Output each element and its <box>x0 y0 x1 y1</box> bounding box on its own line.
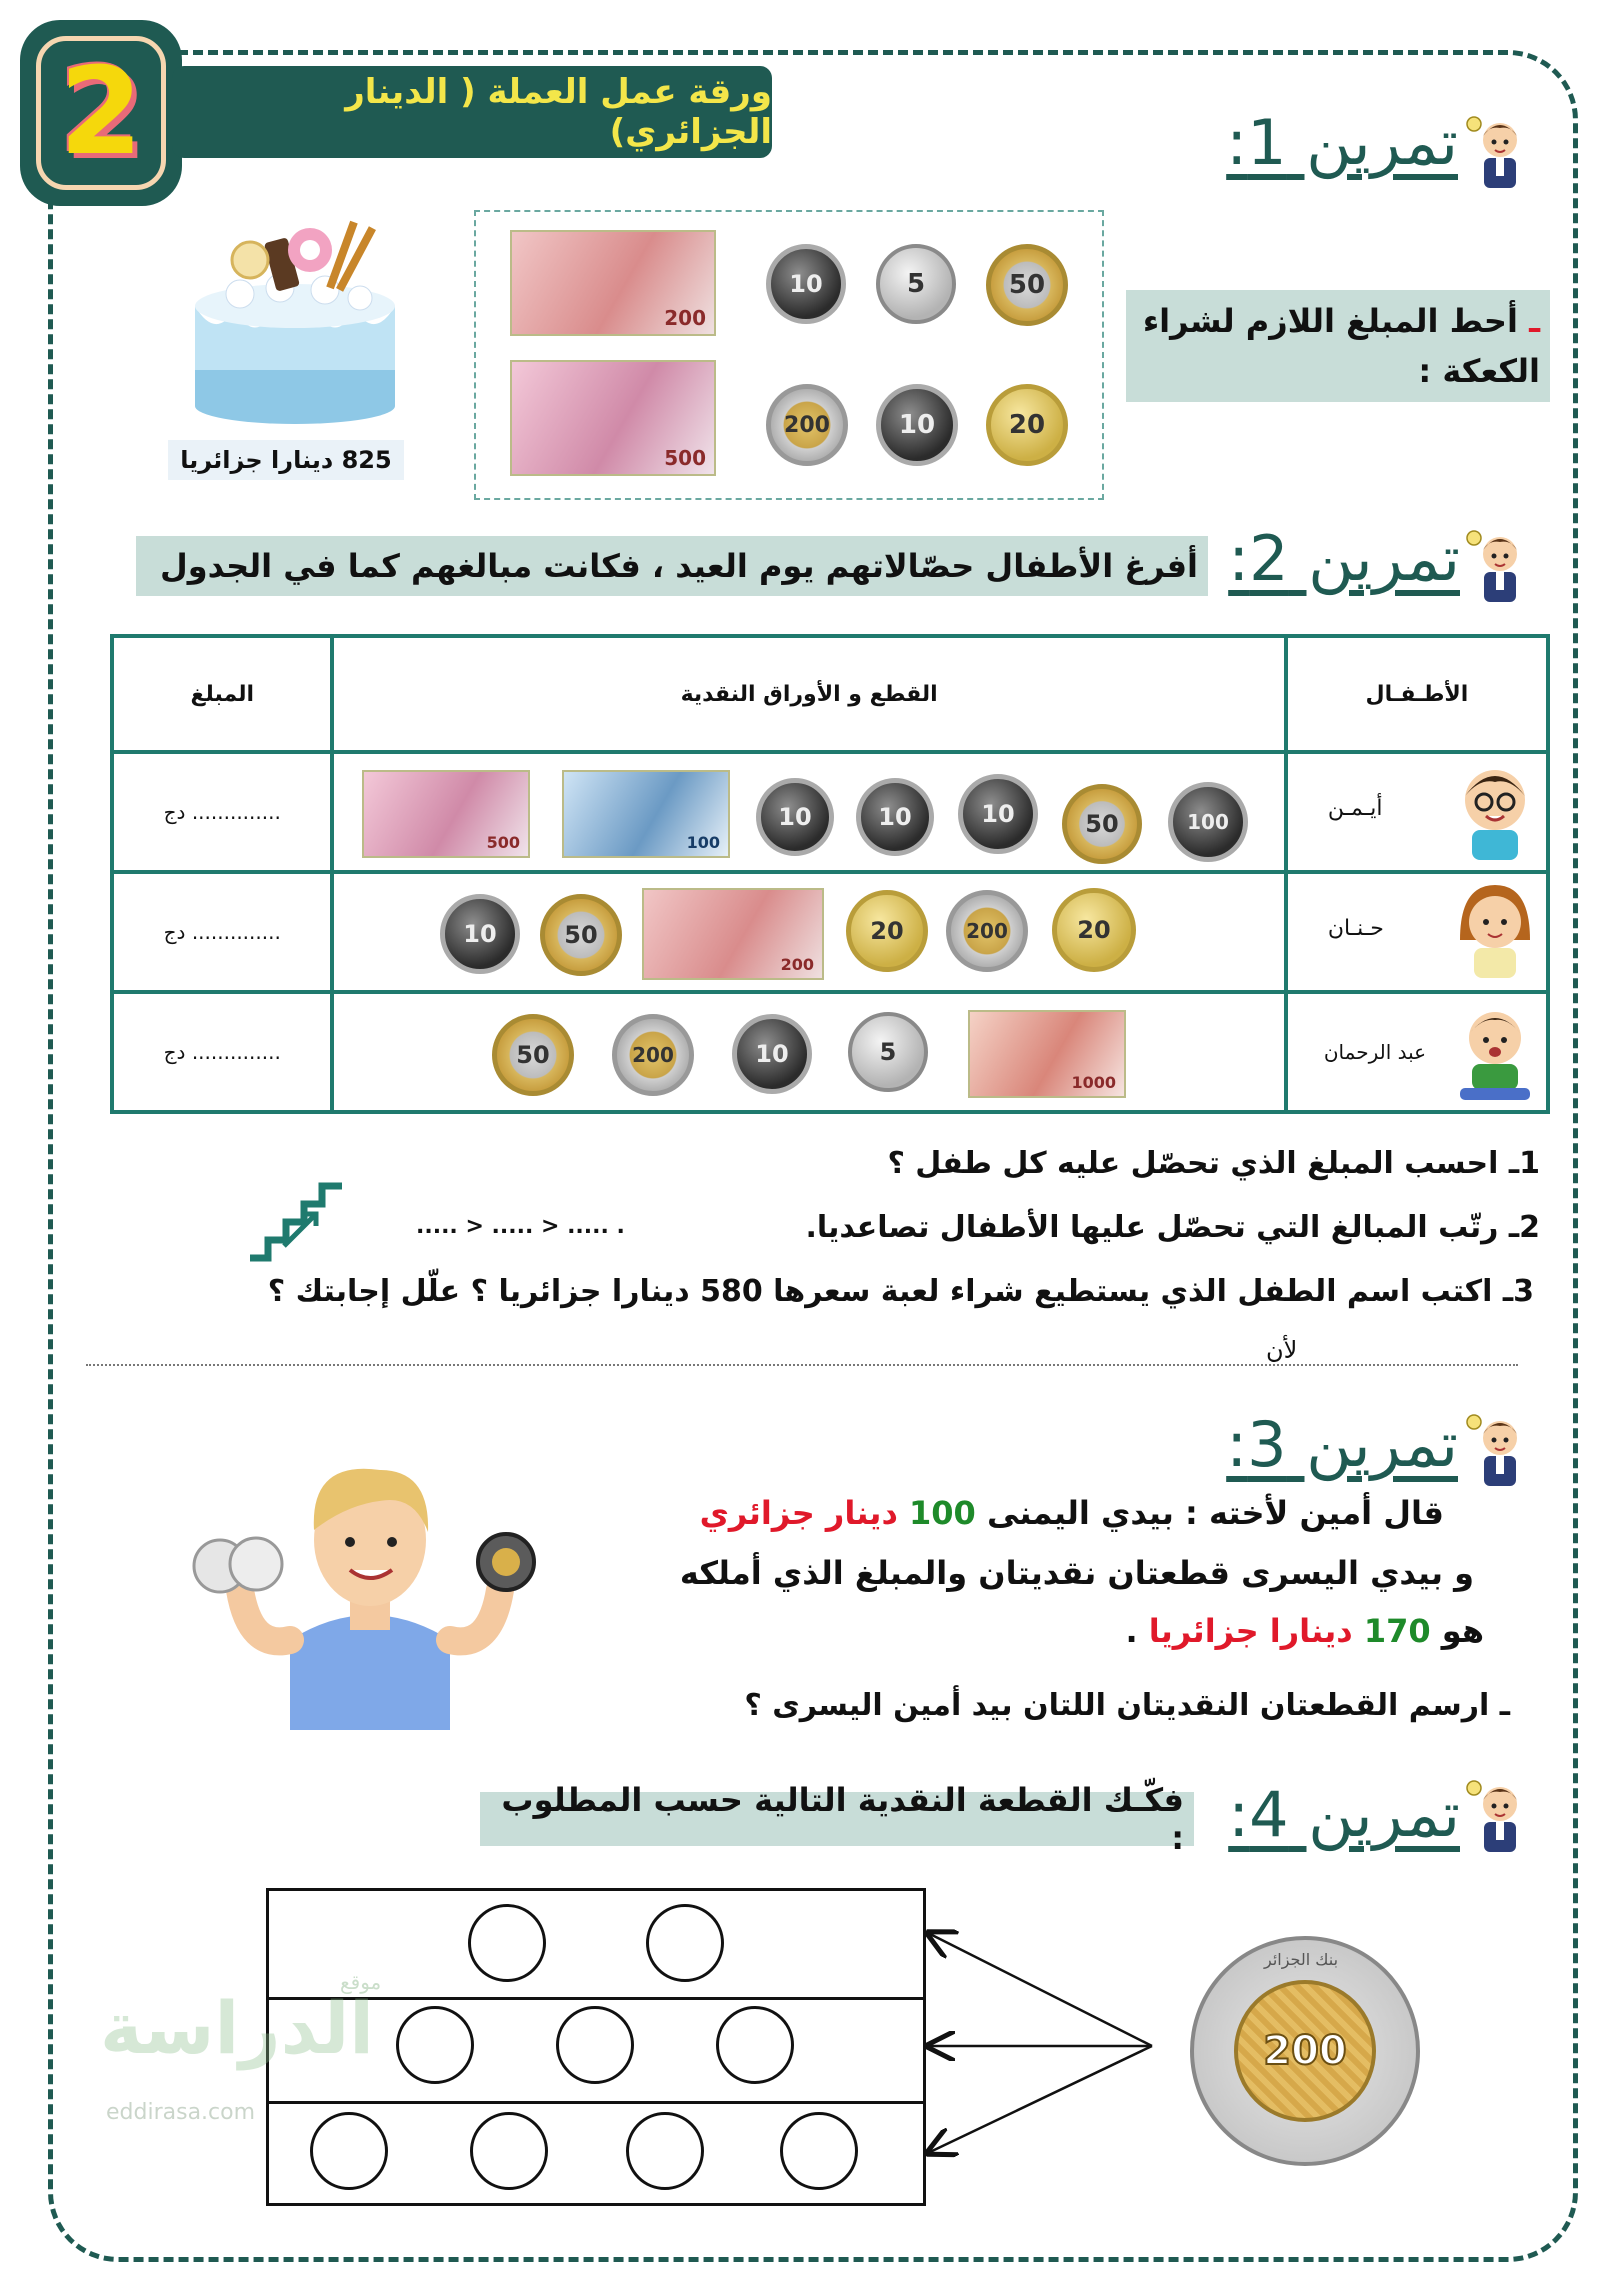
boy-idea-icon <box>1466 1776 1526 1856</box>
coin-20: 20 <box>986 384 1068 466</box>
watermark-url: eddirasa.com <box>106 2100 256 2125</box>
header-children: الأطـفـال <box>1286 636 1548 752</box>
coin-20: 20 <box>846 890 928 972</box>
coin-200: 200 <box>766 384 848 466</box>
watermark-top: موقع <box>340 1970 382 1994</box>
ex3-line-3-end: . <box>1125 1612 1138 1650</box>
ex3-currency: دينار جزائري <box>699 1494 898 1532</box>
coin-200-large <box>1190 1936 1420 2166</box>
exercise-1-instruction <box>1126 290 1550 402</box>
ex3-currency: دينارا جزائريا <box>1148 1612 1353 1650</box>
coin-10: 10 <box>958 774 1038 854</box>
banknote-1000: 1000 <box>968 1010 1126 1098</box>
because-label: لأن <box>1266 1336 1298 1364</box>
amount-blank[interactable]: .............. دج <box>112 872 332 992</box>
coin-50: 50 <box>492 1014 574 1096</box>
coin-5: 5 <box>876 244 956 324</box>
ex3-line-1 <box>700 1494 1444 1532</box>
ex3-line-2: و بيدي اليسرى قطعتان نقديتان والمبلغ الذي أملكه <box>679 1554 1474 1592</box>
ex3-amount-right-hand: 100 <box>909 1494 976 1532</box>
watermark <box>100 1970 460 2140</box>
ex3-line-3-text: هو <box>1441 1612 1484 1650</box>
cake-price-label <box>168 440 404 480</box>
coin-10: 10 <box>440 894 520 974</box>
coin-50: 50 <box>540 894 622 976</box>
child-avatar-girl <box>1450 880 1540 980</box>
coin-200-center <box>1234 1980 1376 2122</box>
instruction-dash: ـ <box>1529 302 1540 340</box>
coin-20: 20 <box>1052 888 1136 972</box>
worksheet-number: 2 <box>59 43 143 182</box>
answer-dotted-line <box>86 1364 1518 1366</box>
banknote-200: 200 <box>510 230 716 336</box>
banknote-500: 500 <box>362 770 530 858</box>
cake-price: 825 دينارا جزائريا <box>180 446 392 474</box>
order-blanks[interactable]: ..... > ..... > ..... . <box>416 1214 625 1239</box>
amount-blank[interactable]: .............. دج <box>112 992 332 1112</box>
coin-10: 10 <box>766 244 846 324</box>
coin-inscription: بنك الجزائر <box>1264 1950 1339 1969</box>
exercise-1-title: تمرين 1: <box>1226 106 1458 179</box>
coin-100: 100 <box>1168 782 1248 862</box>
stairs-up-icon <box>246 1176 346 1262</box>
coin-200: 200 <box>612 1014 694 1096</box>
instruction-line-2: الكعكة : <box>1418 352 1540 390</box>
exercise-4-title: تمرين 4: <box>1228 1778 1460 1851</box>
coin-drawing-circle[interactable] <box>646 1904 724 1982</box>
exercise-2-instruction <box>136 536 1208 596</box>
child-name: حـنـان <box>1327 916 1384 941</box>
ex3-line-1-text: قال أمين لأخته : بيدي اليمنى <box>986 1494 1444 1532</box>
child-name: أيـمـن <box>1327 796 1383 821</box>
coin-10: 10 <box>876 384 958 466</box>
coin-drawing-circle[interactable] <box>716 2006 794 2084</box>
coin-drawing-circle[interactable] <box>626 2112 704 2190</box>
exercise-3-title: تمرين 3: <box>1226 1408 1458 1481</box>
title-banner <box>172 66 772 158</box>
coin-10: 10 <box>756 778 834 856</box>
coin-5: 5 <box>848 1012 928 1092</box>
child-name: عبد الرحمان <box>1323 1040 1427 1064</box>
ex3-total-amount: 170 <box>1363 1612 1431 1650</box>
child-avatar-boy <box>1450 760 1540 860</box>
exercise-2-instruction-text: أفرغ الأطفال حصّالاتهم يوم العيد ، فكانت مبالغهم كما في الجدول <box>159 547 1198 585</box>
exercise-2-title: تمرين 2: <box>1228 522 1460 595</box>
banknote-200: 200 <box>642 888 824 980</box>
child-avatar-boy-2 <box>1450 1002 1540 1102</box>
worksheet-number-badge <box>36 36 166 190</box>
ex3-question: ـ ارسم القطعتان النقديتان اللتان بيد أمين اليسرى ؟ <box>744 1688 1510 1723</box>
instruction-line-1: أحط المبلغ اللازم لشراء <box>1142 302 1518 340</box>
cake-image <box>180 210 410 430</box>
decomposition-arrows <box>920 1920 1160 2170</box>
watermark-main: الدراسة <box>100 1986 374 2070</box>
question-1: 1ـ احسب المبلغ الذي تحصّل عليه كل طفل ؟ <box>887 1146 1540 1181</box>
coin-50: 50 <box>1062 784 1142 864</box>
question-2: 2ـ رتّب المبالغ التي تحصّل عليها الأطفال تصاعديا. <box>805 1210 1540 1245</box>
amount-blank[interactable]: .............. دج <box>112 752 332 872</box>
header-money-items: القطع و الأوراق النقدية <box>332 636 1285 752</box>
boy-idea-icon <box>1466 526 1526 606</box>
ex3-line-3 <box>1125 1612 1484 1650</box>
boy-idea-icon <box>1466 1410 1526 1490</box>
coin-10: 10 <box>856 778 934 856</box>
banknote-100: 100 <box>562 770 730 858</box>
coin-drawing-circle[interactable] <box>470 2112 548 2190</box>
banknote-500: 500 <box>510 360 716 476</box>
exercise-4-instruction <box>480 1781 1194 1857</box>
coin-10: 10 <box>732 1014 812 1094</box>
header-amount: المبلغ <box>112 636 332 752</box>
children-money-table <box>110 634 1550 1114</box>
coin-value: 200 <box>1263 2028 1347 2074</box>
boy-idea-icon <box>1466 112 1526 192</box>
amine-illustration <box>180 1440 560 1730</box>
question-3: 3ـ اكتب اسم الطفل الذي يستطيع شراء لعبة سعرها 580 دينارا جزائريا ؟ علّل إجابتك ؟ <box>267 1274 1534 1309</box>
coin-drawing-circle[interactable] <box>468 1904 546 1982</box>
coin-drawing-circle[interactable] <box>556 2006 634 2084</box>
coin-50: 50 <box>986 244 1068 326</box>
money-box <box>474 210 1104 500</box>
exercise-4-instruction-text: فكّـك القطعة النقدية التالية حسب المطلوب : <box>501 1781 1184 1857</box>
coin-200: 200 <box>946 890 1028 972</box>
coin-drawing-circle[interactable] <box>780 2112 858 2190</box>
banner-title: ورقة عمل العملة ( الدينار الجزائري) <box>345 72 772 152</box>
